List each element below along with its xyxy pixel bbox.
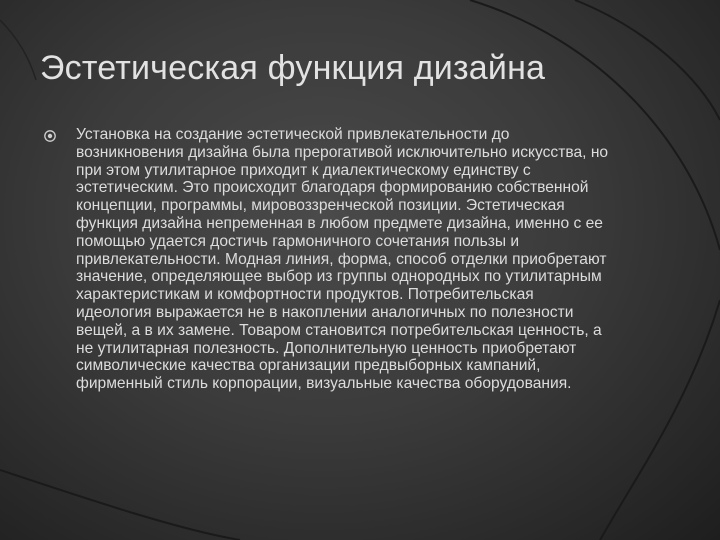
bullet-item — [43, 126, 613, 393]
decorative-curve-bottom-left — [0, 470, 240, 540]
circle-bullet-icon — [43, 129, 57, 143]
slide-title: Эстетическая функция дизайна — [40, 49, 546, 87]
decorative-curve-right — [600, 300, 720, 540]
slide-content — [43, 126, 613, 393]
decorative-curve-left — [0, 20, 36, 80]
bullet-text: Установка на создание эстетической привлекательности до возникновения дизайна была прерогативой исключительно искусства, но при этом утилитарное приходит к диалектическому единству с эстетическим. Это происходит благодаря формированию собственной концепции, программы, мировоззренческой позиции. Эстетическая функция дизайна непременная в любом предмете дизайна, именно с ее помощью удается достичь гармоничного сочетания пользы и привлекательности. Модная линия, форма, способ отделки приобретают значение, определяющее выбор из группы однородных по утилитарным характеристикам и комфортности продуктов. Потребительская идеология выражается не в накоплении аналогичных по полезности вещей, а в их замене. Товаром становится потребительская ценность, а не утилитарная полезность. Дополнительную ценность приобретают символические качества организации предвыборных кампаний, фирменный стиль корпорации, визуальные качества оборудования. — [76, 126, 609, 393]
